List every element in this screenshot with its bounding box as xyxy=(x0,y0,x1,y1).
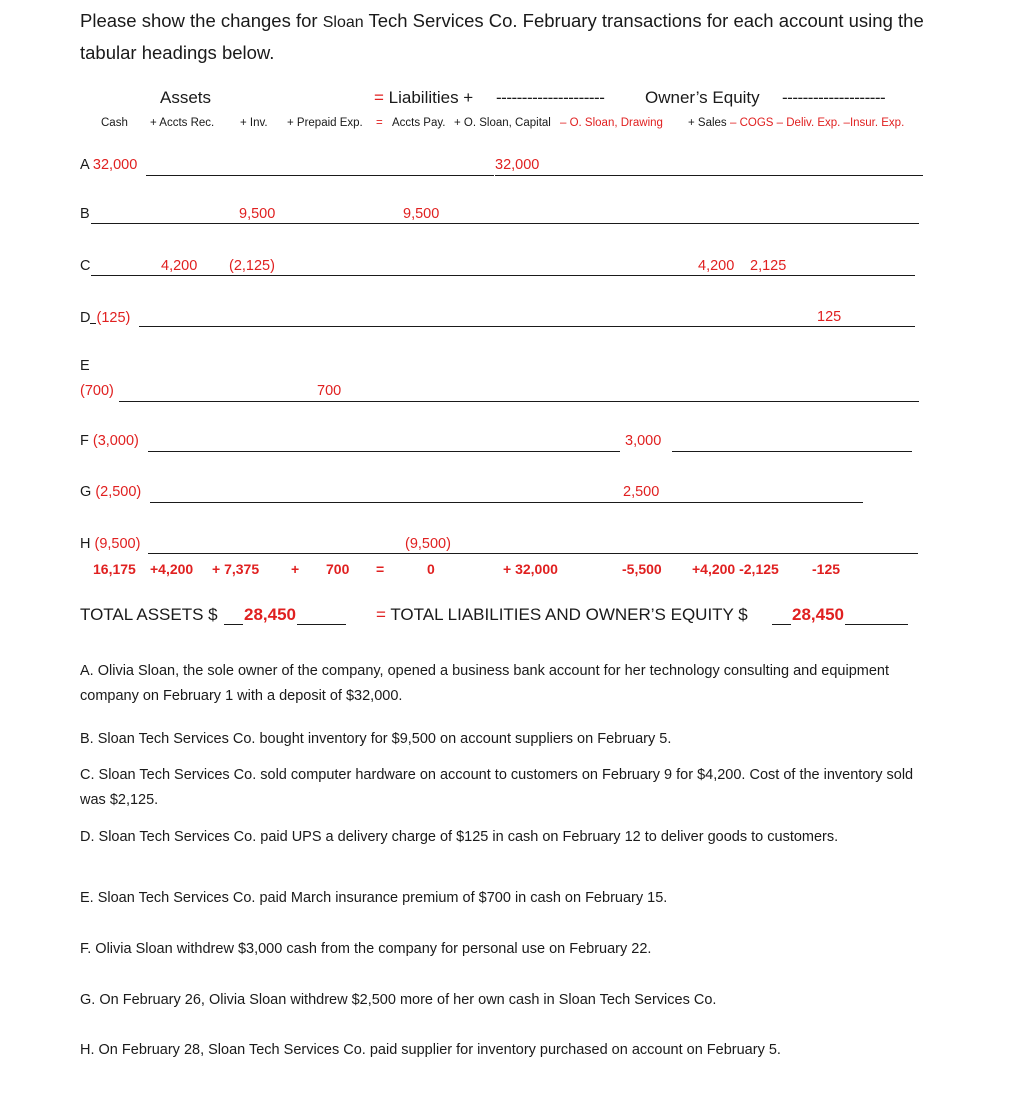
total-prepaid: 700 xyxy=(326,561,350,577)
row-e-line xyxy=(119,401,919,402)
total-le-label: = TOTAL LIABILITIES AND OWNER’S EQUITY $ xyxy=(376,605,748,624)
row-f-line-2 xyxy=(672,451,912,452)
row-b-label: B xyxy=(80,206,90,222)
total-le-value: 28,450 xyxy=(792,605,844,624)
row-c-ar: 4,200 xyxy=(161,258,198,274)
row-g-label: G (2,500) xyxy=(80,484,142,500)
total-inv: + 7,375 xyxy=(212,561,260,577)
col-accts-pay: Accts Pay. xyxy=(392,117,446,129)
transaction-g: G. On February 26, Olivia Sloan withdrew $2,500 more of her own cash in Sloan Tech Services Co. xyxy=(80,992,717,1008)
row-h-line xyxy=(148,553,918,554)
total-assets-value: 28,450 xyxy=(244,605,296,624)
col-inv: + Inv. xyxy=(240,117,268,129)
row-e-label: E xyxy=(80,358,90,374)
row-h-cash: (9,500) xyxy=(94,536,141,552)
transaction-c: C. Sloan Tech Services Co. sold computer hardware on account to customers on February 9 for $4,200. Cost of the inventory sold was $2,125. xyxy=(80,767,914,808)
dashes-right: -------------------- xyxy=(782,88,886,107)
dashes-left: --------------------- xyxy=(496,88,605,107)
col-prepaid: + Prepaid Exp. xyxy=(287,117,363,129)
total-cash: 16,175 xyxy=(93,561,136,577)
col-sales: + Sales xyxy=(688,117,727,129)
intro-company: Sloan xyxy=(322,14,364,31)
total-deliv: -125 xyxy=(812,561,841,577)
row-c-inv: (2,125) xyxy=(229,258,275,274)
row-e-cash: (700) xyxy=(80,383,114,399)
total-ar: +4,200 xyxy=(150,561,194,577)
total-sales-cogs: +4,200 -2,125 xyxy=(692,561,779,577)
row-b-line xyxy=(91,223,919,224)
row-a-label: A 32,000 xyxy=(80,157,138,173)
total-drawing: -5,500 xyxy=(622,561,662,577)
col-equals: = xyxy=(376,117,383,129)
intro-text: Please show the changes for xyxy=(80,10,323,31)
transaction-b: B. Sloan Tech Services Co. bought inventory for $9,500 on account suppliers on February 5. xyxy=(80,731,672,747)
transaction-e: E. Sloan Tech Services Co. paid March insurance premium of $700 in cash on February 15. xyxy=(80,890,668,906)
row-f-line-1 xyxy=(148,451,620,452)
assets-heading: Assets xyxy=(160,88,212,107)
row-b-ap: 9,500 xyxy=(403,206,440,222)
row-f-label: F (3,000) xyxy=(80,433,139,449)
col-capital: + O. Sloan, Capital xyxy=(454,117,551,129)
row-d-cash: (125) xyxy=(96,310,131,326)
col-drawing: – O. Sloan, Drawing xyxy=(560,117,663,129)
row-h-label: H (9,500) xyxy=(80,536,141,552)
row-e-prepaid: 700 xyxy=(317,383,342,399)
row-c-sales: 4,200 xyxy=(698,258,735,274)
row-a-line-1 xyxy=(146,175,494,176)
row-f-drawing: 3,000 xyxy=(625,433,662,449)
row-d-label: D (125) xyxy=(80,310,131,326)
instructions xyxy=(80,6,940,68)
row-d-line xyxy=(139,326,915,327)
row-a-cash: 32,000 xyxy=(92,157,138,173)
transaction-h: H. On February 28, Sloan Tech Services Co. paid supplier for inventory purchased on account on February 5. xyxy=(80,1042,781,1058)
row-a-line-2 xyxy=(495,175,923,176)
row-f-cash: (3,000) xyxy=(92,433,139,449)
total-plus: + xyxy=(291,561,300,577)
transaction-d: D. Sloan Tech Services Co. paid UPS a delivery charge of $125 in cash on February 12 to deliver goods to customers. xyxy=(80,829,839,845)
total-capital: + 32,000 xyxy=(503,561,558,577)
total-equals: = xyxy=(376,561,385,577)
row-g-capital: 2,500 xyxy=(623,484,660,500)
col-accts-rec: + Accts Rec. xyxy=(150,117,215,129)
transaction-f: F. Olivia Sloan withdrew $3,000 cash from the company for personal use on February 22. xyxy=(80,941,652,957)
total-assets-label: TOTAL ASSETS $ xyxy=(80,605,218,624)
row-g-cash: (2,500) xyxy=(95,484,142,500)
row-g-line xyxy=(150,502,863,503)
row-c-cogs: 2,125 xyxy=(750,258,787,274)
row-h-ap: (9,500) xyxy=(405,536,451,552)
row-c-label: C xyxy=(80,258,91,274)
col-cash: Cash xyxy=(101,117,128,129)
total-ap: 0 xyxy=(427,561,435,577)
row-c-line xyxy=(91,275,915,276)
row-a-capital: 32,000 xyxy=(495,157,540,173)
liabilities-heading: = Liabilities + xyxy=(374,88,474,107)
equity-heading: Owner’s Equity xyxy=(645,88,760,107)
row-d-deliv: 125 xyxy=(817,309,842,325)
intro-text-rest: Tech Services Co. February transactions for each account using the tabular headings below. xyxy=(80,10,924,63)
row-b-inv: 9,500 xyxy=(239,206,276,222)
transaction-a: A. Olivia Sloan, the sole owner of the company, opened a business bank account for her technology consulting and equipment company on February 1 with a deposit of $32,000. xyxy=(80,663,890,704)
col-expenses: – COGS – Deliv. Exp. –Insur. Exp. xyxy=(730,117,905,129)
